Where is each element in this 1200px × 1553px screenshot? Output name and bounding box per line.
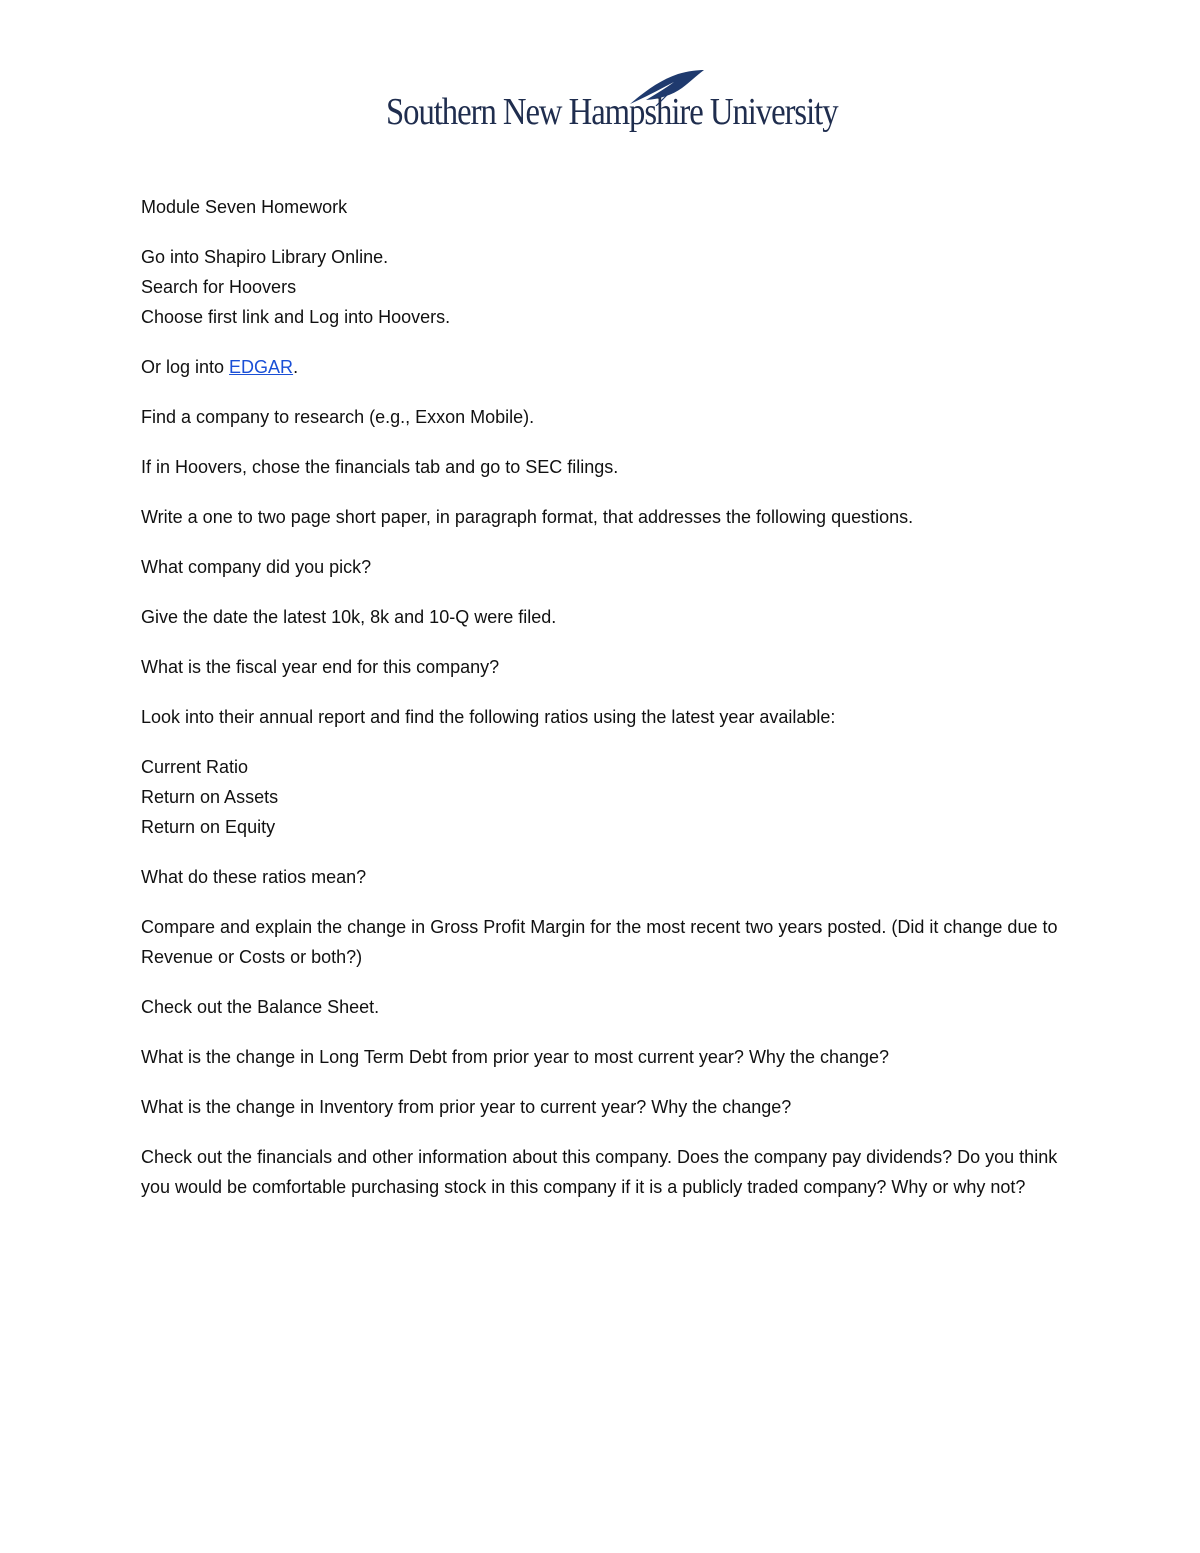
question-company: What company did you pick?: [141, 557, 372, 577]
write-paper-text: Write a one to two page short paper, in paragraph format, that addresses the following questions.: [141, 507, 914, 527]
ratio-item: Return on Equity: [141, 817, 276, 837]
question-annual-report: Look into their annual report and find the following ratios using the latest year available:: [141, 707, 836, 727]
question-dividends: Check out the financials and other information about this company. Does the company pay dividends? Do you think you would be comfortable purchasing stock in this company if it is a publicly traded company? Why or why not?: [141, 1147, 1058, 1197]
edgar-line: [141, 352, 1061, 382]
question-long-term-debt: What is the change in Long Term Debt from prior year to most current year? Why the change?: [141, 1047, 890, 1067]
question-gross-profit: Compare and explain the change in Gross Profit Margin for the most recent two years posted. (Did it change due to Revenue or Costs or both?): [141, 917, 1058, 967]
question-fiscal-year: What is the fiscal year end for this company?: [141, 657, 500, 677]
edgar-link[interactable]: EDGAR: [229, 357, 294, 377]
edgar-prefix: Or log into: [141, 357, 230, 377]
ratio-item: Return on Assets: [141, 787, 279, 807]
document-title: Module Seven Homework: [141, 197, 348, 217]
hoovers-tab-text: If in Hoovers, chose the financials tab and go to SEC filings.: [141, 457, 619, 477]
edgar-suffix: .: [293, 357, 299, 377]
ratio-item: Current Ratio: [141, 757, 249, 777]
university-logo: [386, 66, 838, 138]
balance-sheet-text: Check out the Balance Sheet.: [141, 997, 380, 1017]
step-line: Go into Shapiro Library Online.: [141, 247, 389, 267]
logo-wordmark: Southern New Hampshire University: [386, 91, 838, 133]
find-company-text: Find a company to research (e.g., Exxon Mobile).: [141, 407, 535, 427]
step-line: Choose first link and Log into Hoovers.: [141, 307, 451, 327]
document-body: [141, 192, 1061, 1222]
question-inventory: What is the change in Inventory from prior year to current year? Why the change?: [141, 1097, 792, 1117]
step-line: Search for Hoovers: [141, 277, 297, 297]
question-ratios-meaning: What do these ratios mean?: [141, 867, 367, 887]
question-dates: Give the date the latest 10k, 8k and 10-Q were filed.: [141, 607, 557, 627]
